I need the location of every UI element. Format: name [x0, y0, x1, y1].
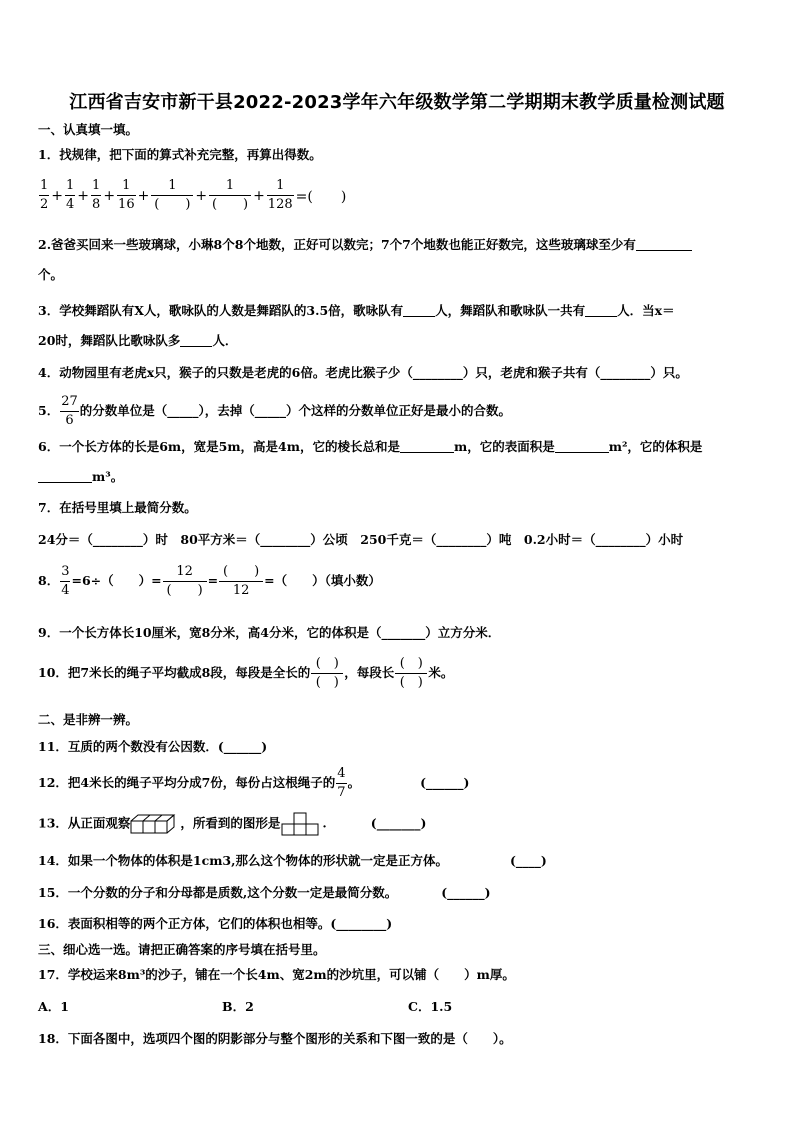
question-5-text: 5． $\frac{27}{6}$ 的分数单位是（_____），去掉（_____）个这样的分数单位正好是最小的合数。 [38, 394, 512, 428]
question-13-text: 13．从正面观察 ，所看到的图形是 . (_______) [38, 812, 758, 836]
question-9-text: 9．一个长方体长10厘米，宽8分米，高4分米，它的体积是（_______）立方分米． [38, 625, 501, 640]
section-heading-choose: 三、细心选一选。请把正确答案的序号填在括号里。 [38, 942, 326, 957]
question-6-text: 6．一个长方体的长是6m，宽是5m，高是4m，它的棱长总和是 m，它的表面积是 m²，它的体积是 [38, 439, 703, 454]
question-17-text: 17．学校运来8m³的沙子，铺在一个长4m、宽2m的沙坑里，可以铺（ ）m厚。 [38, 967, 515, 982]
question-16-text: 16．表面积相等的两个正方体，它们的体积也相等。(________) [38, 916, 393, 931]
section-heading-judge: 二、是非辨一辨。 [38, 712, 139, 727]
question-6-text-cont: m³。 [38, 468, 758, 486]
fraction-blank-12[interactable]: $\frac{( )}{12}$ [219, 564, 263, 599]
option-c[interactable]: C．1.5 [408, 999, 453, 1014]
fraction-4-7: $\frac{4}{7}$ [337, 766, 346, 800]
question-1-expression: $\frac{1}{2}$ + $\frac{1}{4}$ + $\frac{1}{8}$ + $\frac{1}{16}$ + $\frac{1}{( )}$ + $\frac{1}{( )}$ + $\frac{1}{128}$ =( ) [40, 178, 347, 212]
answer-blank[interactable] [400, 438, 454, 453]
fraction-blank-b[interactable]: $\frac{( )}{( )}$ [395, 656, 427, 691]
fraction-1-8: $\frac{1}{8}$ [92, 178, 101, 212]
fraction-1-2: $\frac{1}{2}$ [40, 178, 49, 212]
fraction-1-128: $\frac{1}{128}$ [267, 178, 293, 212]
question-18-text: 18．下面各图中，选项四个图的阴影部分与整个图形的关系和下图一致的是（ ）。 [38, 1031, 512, 1046]
question-2-text: 2.爸爸买回来一些玻璃球，小琳8个8个地数，正好可以数完；7个7个地数也能正好数完，这些玻璃球至少有 [38, 236, 758, 254]
question-1-text: 1．找规律，把下面的算式补充完整，再算出得数。 [38, 147, 322, 162]
fraction-1-4: $\frac{1}{4}$ [66, 178, 75, 212]
question-17-options [38, 998, 758, 1016]
question-10-text: 10．把7米长的绳子平均截成8段，每段是全长的 $\frac{( )}{( )}$ ，每段长 $\frac{( )}{( )}$ 米。 [38, 656, 454, 690]
front-view-figure [280, 812, 322, 836]
section-heading-fill: 一、认真填一填。 [38, 122, 139, 137]
question-3-text-cont: 20时，舞蹈队比歌咏队多 人． [38, 333, 238, 348]
option-a[interactable]: A．1 [38, 999, 69, 1014]
question-4-text: 4．动物园里有老虎x只，猴子的只数是老虎的6倍。老虎比猴子少（________）只，老虎和猴子共有（________）只。 [38, 365, 688, 380]
question-15-text: 15．一个分数的分子和分母都是质数,这个分数一定是最简分数。 (______) [38, 885, 491, 900]
fraction-3-4: $\frac{3}{4}$ [61, 564, 70, 598]
answer-blank[interactable] [636, 236, 692, 251]
fraction-blank-1[interactable]: $\frac{1}{( )}$ [151, 178, 193, 213]
cube-stack-figure [130, 812, 180, 836]
question-11-text: 11．互质的两个数没有公因数．(______) [38, 739, 268, 754]
fraction-blank-a[interactable]: $\frac{( )}{( )}$ [311, 656, 343, 691]
answer-blank[interactable] [38, 468, 92, 483]
answer-blank[interactable] [555, 438, 609, 453]
page-title: 江西省吉安市新干县2022-2023学年六年级数学第二学期期末教学质量检测试题 [69, 92, 725, 113]
fraction-blank-2[interactable]: $\frac{1}{( )}$ [209, 178, 251, 213]
question-8-text: 8． $\frac{3}{4}$ =6÷（ ）= $\frac{12}{( )}$ = $\frac{( )}{12}$ =（ ）（填小数） [38, 564, 381, 598]
fraction-27-6: $\frac{27}{6}$ [61, 394, 78, 428]
answer-blank[interactable] [403, 302, 435, 317]
answer-blank[interactable] [585, 302, 617, 317]
question-7-units: 24分＝（________）时 80平方米＝（________）公顷 250千克＝（________）吨 0.2小时＝（________）小时 [38, 532, 684, 547]
question-14-text: 14．如果一个物体的体积是1cm3,那么这个物体的形状就一定是正方体。 (____) [38, 853, 547, 868]
question-3-text: 3．学校舞蹈队有X人，歌咏队的人数是舞蹈队的3.5倍，歌咏队有 人，舞蹈队和歌咏队一共有 人．当x＝ [38, 303, 675, 318]
answer-blank[interactable]: =( ) [295, 188, 347, 205]
question-7-text: 7．在括号里填上最简分数。 [38, 500, 197, 515]
question-2-text-cont: 个。 [38, 267, 64, 282]
answer-blank[interactable] [180, 332, 212, 347]
fraction-1-16: $\frac{1}{16}$ [118, 178, 135, 212]
fraction-12-blank[interactable]: $\frac{12}{( )}$ [163, 564, 207, 599]
option-b[interactable]: B．2 [222, 999, 254, 1014]
question-12-text: 12．把4米长的绳子平均分成7份，每份占这根绳子的 $\frac{4}{7}$ 。 (______) [38, 766, 470, 800]
